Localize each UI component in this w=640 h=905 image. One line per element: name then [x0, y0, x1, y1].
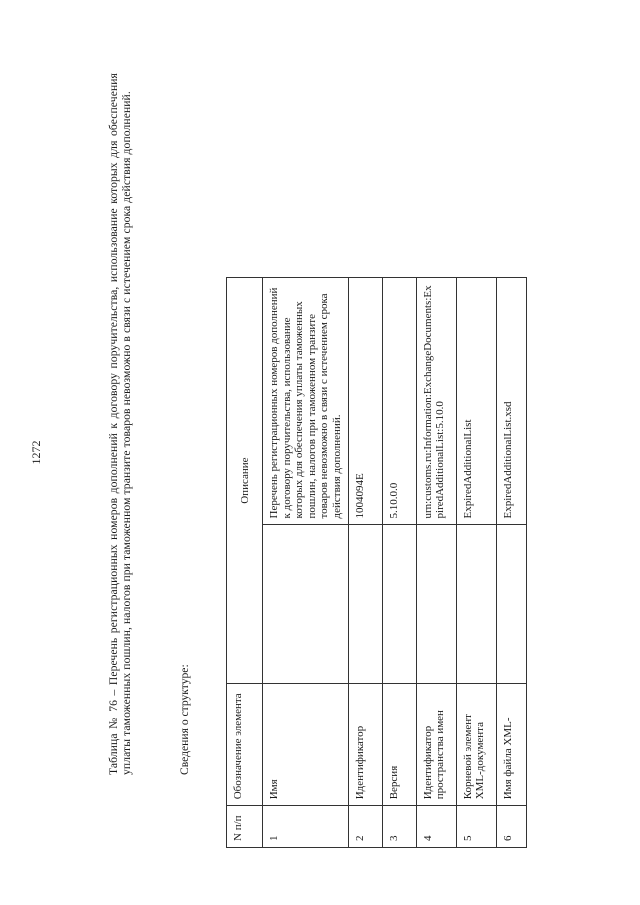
row-name: Идентификатор	[348, 684, 382, 806]
row-num: 2	[348, 806, 382, 848]
row-empty-cell	[496, 525, 526, 684]
header-num: N п/п	[227, 806, 263, 848]
row-num: 3	[382, 806, 416, 848]
row-name: Версия	[382, 684, 416, 806]
structure-table	[226, 277, 527, 848]
row-num: 4	[416, 806, 456, 848]
row-empty-cell	[382, 525, 416, 684]
row-value: 5.10.0.0	[382, 278, 416, 525]
table-row	[496, 278, 526, 848]
row-num: 1	[263, 806, 349, 848]
row-num: 6	[496, 806, 526, 848]
row-value: ExpiredAdditionalList	[456, 278, 496, 525]
row-value: ExpiredAdditionalList.xsd	[496, 278, 526, 525]
table-header-row	[227, 278, 263, 848]
table-row	[348, 278, 382, 848]
row-empty-cell	[263, 525, 349, 684]
header-description: Описание	[227, 278, 263, 684]
table-row	[416, 278, 456, 848]
header-designation: Обозначение элемента	[227, 684, 263, 806]
row-num: 5	[456, 806, 496, 848]
row-value: urn:customs.ru:Information:ExchangeDocuments:ExpiredAdditionalList:5.10.0	[416, 278, 456, 525]
structure-label: Сведения о структуре:	[178, 664, 191, 775]
table-row	[382, 278, 416, 848]
row-name: Имя	[263, 684, 349, 806]
row-empty-cell	[416, 525, 456, 684]
table-caption: Таблица № 76 – Перечень регистрационных номеров дополнений к договору поручительства, использование которых для обеспечения уплаты таможенных пошлин, налогов при таможенном транзите товаров невозможно в связи с истечением срока действия дополнений.	[107, 73, 134, 775]
row-value: 1004094E	[348, 278, 382, 525]
table-row	[263, 278, 349, 848]
table-row	[456, 278, 496, 848]
row-empty-cell	[456, 525, 496, 684]
page-number: 1272	[29, 440, 43, 465]
row-value: Перечень регистрационных номеров дополнений к договору поручительства, использование которых для обеспечения уплаты таможенных пошлин, налогов при таможенном транзите товаров невозможно в связи с истечением срока действия дополнений.	[263, 278, 349, 525]
row-name: Корневой элемент XML-документа	[456, 684, 496, 806]
row-empty-cell	[348, 525, 382, 684]
row-name: Идентификатор пространства имен	[416, 684, 456, 806]
row-name: Имя файла XML-	[496, 684, 526, 806]
